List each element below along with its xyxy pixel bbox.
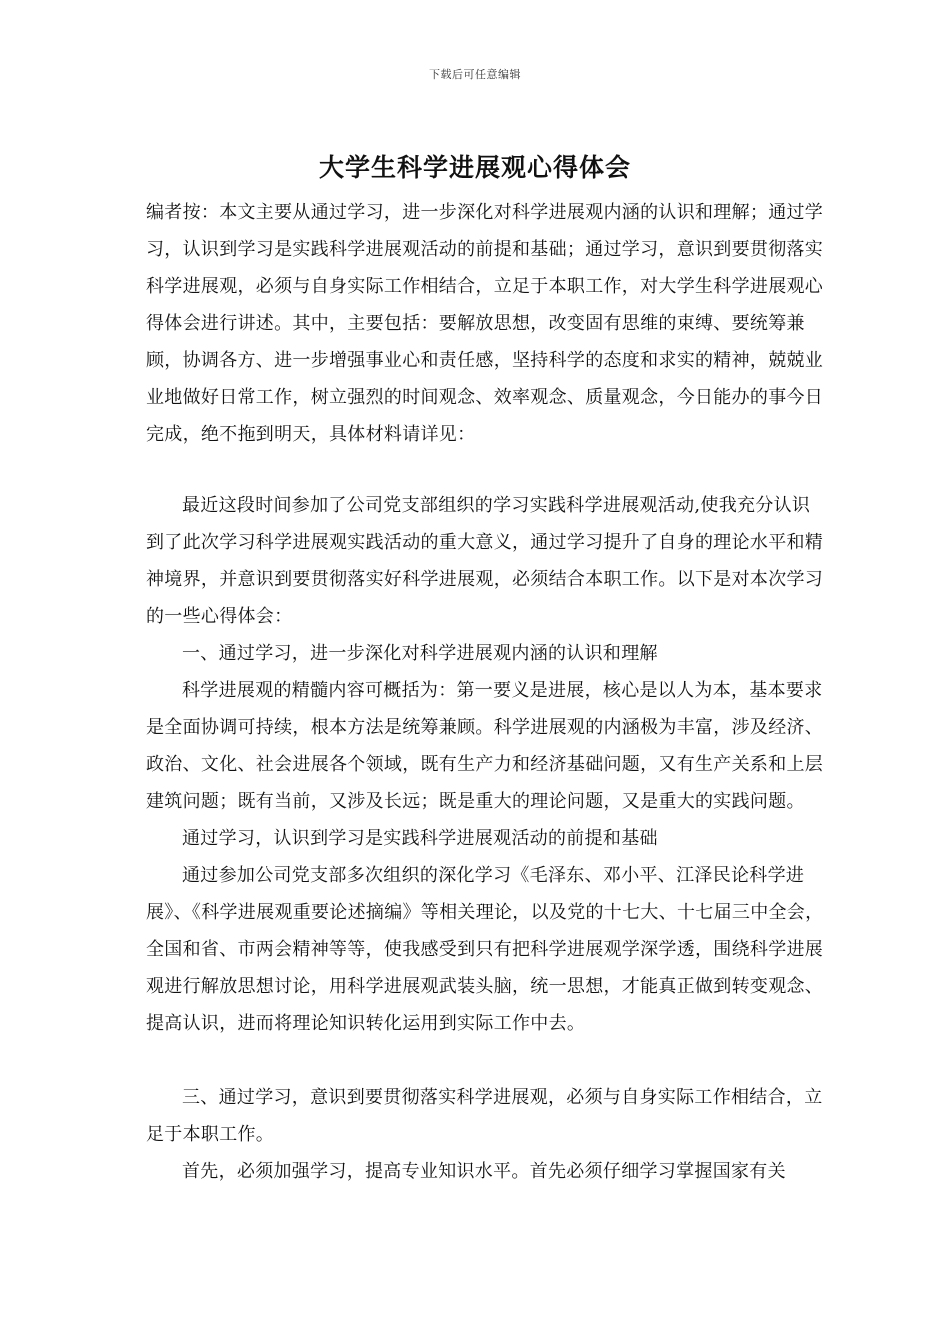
section-3-paragraph: 首先，必须加强学习，提高专业知识水平。首先必须仔细学习掌握国家有关 bbox=[182, 1161, 786, 1182]
section-1-paragraph: 科学进展观的精髓内容可概括为：第一要义是进展，核心是以人为本，基本要求是全面协调可持续，根本方法是统筹兼顾。科学进展观的内涵极为丰富，涉及经济、政治、文化、社会进展各个领域，既有生产力和经济基础问题，又有生产关系和上层建筑问题；既有当前，又涉及长远；既是重大的理论问题，又是重大的实践问题。 bbox=[146, 680, 824, 812]
section-2-paragraph: 通过参加公司党支部多次组织的深化学习《毛泽东、邓小平、江泽民论科学进展》、《科学进展观重要论述摘编》等相关理论，以及党的十七大、十七届三中全会，全国和省、市两会精神等等，使我感受到只有把科学进展观学深学透，围绕科学进展观进行解放思想讨论，用科学进展观武装头脑，统一思想，才能真正做到转变观念、提高认识，进而将理论知识转化运用到实际工作中去。 bbox=[146, 865, 824, 1034]
section-heading-3: 三、通过学习，意识到要贯彻落实科学进展观，必须与自身实际工作相结合，立足于本职工作。 bbox=[146, 1087, 823, 1145]
editor-note bbox=[146, 194, 826, 453]
main-body bbox=[146, 487, 826, 1190]
intro-paragraph: 最近这段时间参加了公司党支部组织的学习实践科学进展观活动,使我充分认识到了此次学习科学进展观实践活动的重大意义，通过学习提升了自身的理论水平和精神境界，并意识到要贯彻落实好科学进展观，必须结合本职工作。以下是对本次学习的一些心得体会： bbox=[146, 495, 824, 627]
page-header-note: 下载后可任意编辑 bbox=[429, 68, 521, 81]
section-heading-2: 通过学习，认识到学习是实践科学进展观活动的前提和基础 bbox=[182, 828, 658, 849]
paragraph-gap bbox=[146, 1042, 826, 1079]
document-title: 大学生科学进展观心得体会 bbox=[318, 153, 631, 182]
section-heading-1: 一、通过学习，进一步深化对科学进展观内涵的认识和理解 bbox=[182, 643, 658, 664]
editor-note-text: 编者按：本文主要从通过学习，进一步深化对科学进展观内涵的认识和理解；通过学习，认识到学习是实践科学进展观活动的前提和基础；通过学习，意识到要贯彻落实科学进展观，必须与自身实际工作相结合，立足于本职工作，对大学生科学进展观心得体会进行讲述。其中，主要包括：要解放思想，改变固有思维的束缚、要统筹兼顾，协调各方、进一步增强事业心和责任感，坚持科学的态度和求实的精神，兢兢业业地做好日常工作，树立强烈的时间观念、效率观念、质量观念，今日能办的事今日完成，绝不拖到明天，具体材料请详见： bbox=[146, 202, 824, 445]
